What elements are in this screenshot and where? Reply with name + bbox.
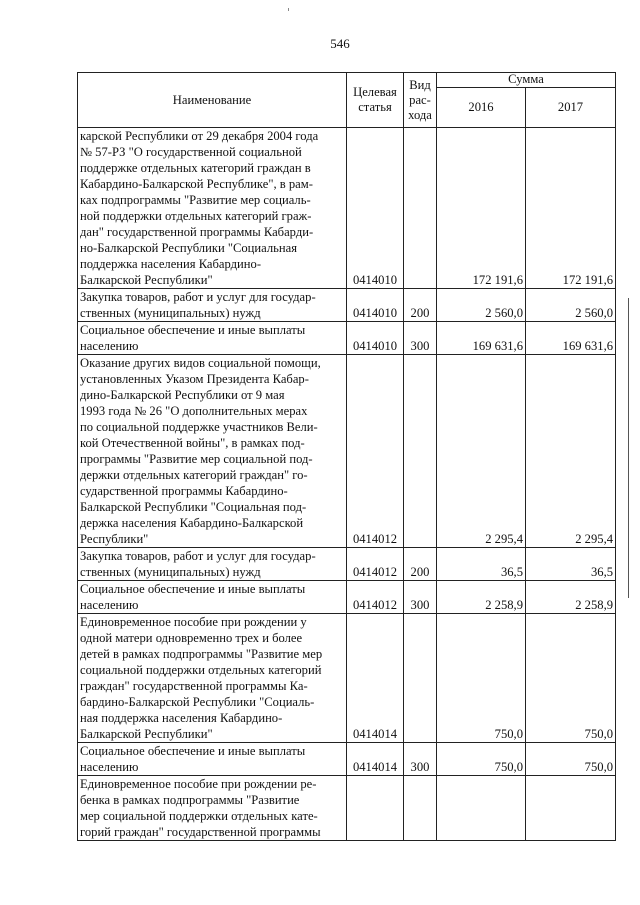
margin-line [628,298,629,598]
header-name: Наименование [78,73,347,128]
row-sum-2016 [437,776,526,841]
row-sum-2017: 2 295,4 [526,355,616,548]
row-expense-type: 200 [404,289,437,322]
row-name-line: бардино-Балкарской Республики "Социаль- [80,695,315,709]
header-target-article: Целевая статья [347,73,404,128]
row-name-line: граждан" государственной программы Ка- [80,679,308,693]
row-sum-2017 [526,776,616,841]
row-name-line: ной поддержки отдельных категорий граж- [80,209,312,223]
row-target-article: 0414012 [347,355,404,548]
row-name-line: социальной поддержки отдельных категорий [80,663,322,677]
row-target-article: 0414010 [347,322,404,355]
row-name-line: дан" государственной программы Кабарди- [80,225,314,239]
row-name-line: держки отдельных категорий граждан" го- [80,468,308,482]
row-name-line: Закупка товаров, работ и услуг для государ- [80,290,316,304]
budget-table [77,72,616,841]
row-target-article: 0414010 [347,128,404,289]
row-name [78,548,347,581]
row-expense-type [404,128,437,289]
row-name [78,614,347,743]
row-target-article: 0414014 [347,614,404,743]
table-row [78,128,616,289]
row-name-line: сударственной программы Кабардино- [80,484,288,498]
row-name-line: программы "Развитие мер социальной под- [80,452,313,466]
row-sum-2017: 2 560,0 [526,289,616,322]
row-target-article [347,776,404,841]
row-name-line: населению [80,339,139,353]
row-name-line: Социальное обеспечение и иные выплаты [80,744,306,758]
table-row [78,355,616,548]
row-name-line: по социальной поддержке участников Вели- [80,420,318,434]
table-row [78,743,616,776]
row-name-line: ная поддержка населения Кабардино- [80,711,283,725]
row-name-line: установленных Указом Президента Кабар- [80,372,309,386]
row-name [78,289,347,322]
row-name-line: № 57-РЗ "О государственной социальной [80,145,302,159]
row-name-line: мер социальной поддержки отдельных кате- [80,809,318,823]
row-name-line: 1993 года № 26 "О дополнительных мерах [80,404,308,418]
row-name-line: Единовременное пособие при рождении ре- [80,777,317,791]
row-name-line: поддержке отдельных категорий граждан в [80,161,311,175]
row-name-line: Кабардино-Балкарской Республике", в рам- [80,177,313,191]
row-name-line: Социальное обеспечение и иные выплаты [80,323,306,337]
table-row [78,548,616,581]
row-expense-type [404,614,437,743]
row-name-line: держка населения Кабардино-Балкарской [80,516,304,530]
row-name-line: горий граждан" государственной программы [80,825,321,839]
row-sum-2016: 2 295,4 [437,355,526,548]
row-name [78,776,347,841]
row-name [78,322,347,355]
row-target-article: 0414010 [347,289,404,322]
row-name [78,128,347,289]
header-year-2017: 2017 [526,87,616,127]
row-name-line: карской Республики от 29 декабря 2004 года [80,129,319,143]
row-sum-2017: 750,0 [526,614,616,743]
row-name [78,355,347,548]
row-name-line: Закупка товаров, работ и услуг для государ- [80,549,316,563]
row-sum-2017: 36,5 [526,548,616,581]
row-target-article: 0414014 [347,743,404,776]
row-name-line: одной матери одновременно трех и более [80,631,303,645]
row-sum-2016: 172 191,6 [437,128,526,289]
row-sum-2017: 172 191,6 [526,128,616,289]
header-sum: Сумма [437,73,616,88]
row-name-line: Оказание других видов социальной помощи, [80,356,321,370]
row-expense-type: 300 [404,581,437,614]
row-name-line: ственных (муниципальных) нужд [80,306,261,320]
row-expense-type: 200 [404,548,437,581]
row-name-line: населению [80,598,139,612]
row-expense-type [404,776,437,841]
row-target-article: 0414012 [347,581,404,614]
row-name-line: Социальное обеспечение и иные выплаты [80,582,306,596]
row-name-line: поддержка населения Кабардино- [80,257,262,271]
row-name-line: Балкарской Республики" [80,273,213,287]
row-name-line: детей в рамках подпрограммы "Развитие мер [80,647,323,661]
row-sum-2016: 750,0 [437,614,526,743]
row-name-line: дино-Балкарской Республики от 9 мая [80,388,285,402]
row-sum-2017: 750,0 [526,743,616,776]
row-sum-2016: 169 631,6 [437,322,526,355]
row-name-line: Балкарской Республики "Социальная под- [80,500,307,514]
header-expense-type: Вид рас- хода [404,73,437,128]
row-name [78,581,347,614]
table-body [78,128,616,841]
row-name-line: ственных (муниципальных) нужд [80,565,261,579]
page-number: 546 [330,36,350,51]
row-sum-2016: 2 258,9 [437,581,526,614]
row-sum-2016: 36,5 [437,548,526,581]
row-name-line: Республики" [80,532,149,546]
table-row [78,289,616,322]
row-name-line: Балкарской Республики" [80,727,213,741]
row-expense-type: 300 [404,743,437,776]
scan-mark [288,8,289,11]
row-sum-2017: 2 258,9 [526,581,616,614]
row-name-line: бенка в рамках подпрограммы "Развитие [80,793,300,807]
row-sum-2016: 2 560,0 [437,289,526,322]
row-expense-type: 300 [404,322,437,355]
row-name-line: ках подпрограммы "Развитие мер социаль- [80,193,311,207]
table-row [78,581,616,614]
row-name-line: кой Отечественной войны", в рамках под- [80,436,305,450]
table-row [78,614,616,743]
table-row [78,776,616,841]
row-sum-2017: 169 631,6 [526,322,616,355]
row-expense-type [404,355,437,548]
row-target-article: 0414012 [347,548,404,581]
row-name-line: Единовременное пособие при рождении у [80,615,307,629]
table-row [78,322,616,355]
header-year-2016: 2016 [437,87,526,127]
row-name [78,743,347,776]
row-name-line: но-Балкарской Республики "Социальная [80,241,298,255]
row-name-line: населению [80,760,139,774]
row-sum-2016: 750,0 [437,743,526,776]
